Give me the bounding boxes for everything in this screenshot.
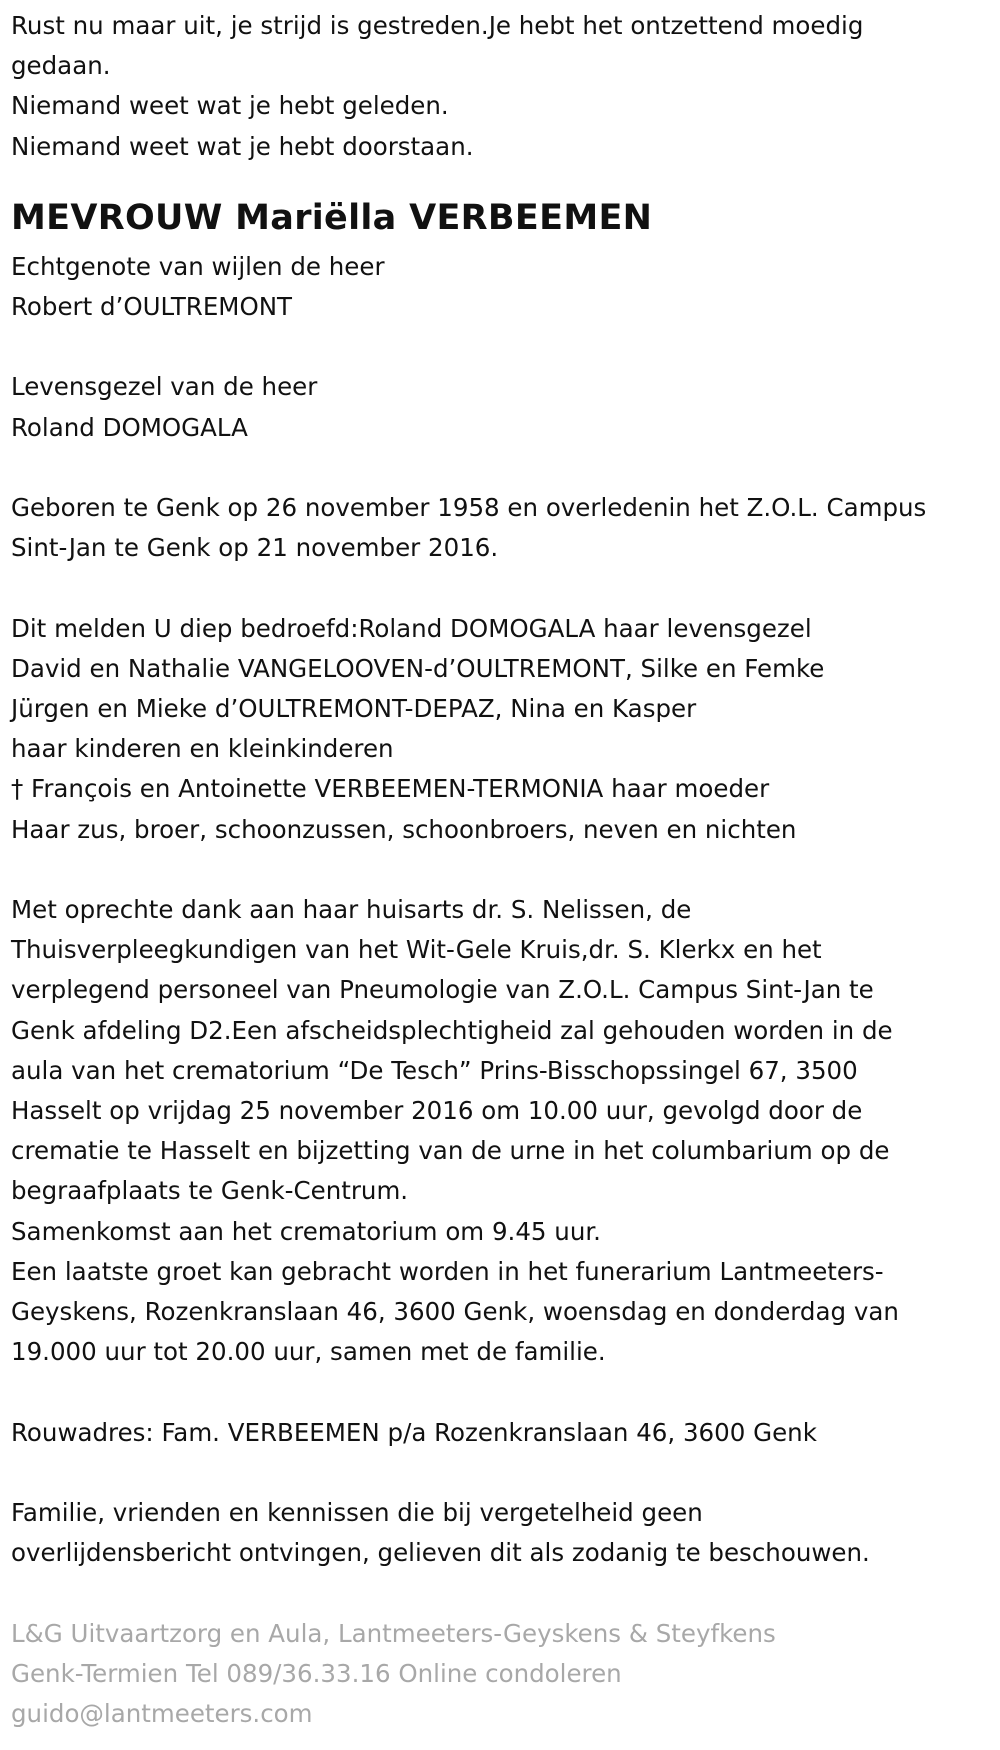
spacer — [11, 167, 989, 193]
footer-line: L&G Uitvaartzorg en Aula, Lantmeeters-Geyskens & Steyfkens — [11, 1618, 776, 1648]
birth-death-line: Sint-Jan te Genk op 21 november 2016. — [11, 533, 499, 563]
poem-line: Niemand weet wat je hebt geleden. — [11, 91, 449, 121]
thanks-line: Geyskens, Rozenkranslaan 46, 3600 Genk, woensdag en donderdag van — [11, 1297, 899, 1327]
birth-death-info — [11, 488, 989, 568]
address-line: Rouwadres: Fam. VERBEEMEN p/a Rozenkranslaan 46, 3600 Genk — [11, 1417, 817, 1447]
thanks-line: Hasselt op vrijdag 25 november 2016 om 10.00 uur, gevolgd door de — [11, 1096, 863, 1126]
notice-line: Familie, vrienden en kennissen die bij vergetelheid geen — [11, 1498, 703, 1528]
family-line: Dit melden U diep bedroefd:Roland DOMOGALA haar levensgezel — [11, 613, 812, 643]
thanks-line: crematie te Hasselt en bijzetting van de urne in het columbarium op de — [11, 1136, 890, 1166]
thanks-line: Genk afdeling D2.Een afscheidsplechtigheid zal gehouden worden in de — [11, 1015, 893, 1045]
footer-email[interactable]: guido@lantmeeters.com — [11, 1699, 313, 1729]
spouse-line: Robert d’OULTREMONT — [11, 292, 293, 322]
thanks-line: aula van het crematorium “De Tesch” Prins-Bisschopssingel 67, 3500 — [11, 1055, 858, 1085]
footer-line: Genk-Termien Tel 089/36.33.16 Online condoleren — [11, 1658, 622, 1688]
notice — [11, 1493, 989, 1573]
spouse-line: Echtgenote van wijlen de heer — [11, 251, 385, 281]
mourning-address — [11, 1413, 989, 1453]
notice-line: overlijdensbericht ontvingen, gelieven dit als zodanig te beschouwen. — [11, 1538, 870, 1568]
thanks-line: begraafplaats te Genk-Centrum. — [11, 1176, 409, 1206]
spacer — [11, 568, 989, 608]
family-line: † François en Antoinette VERBEEMEN-TERMONIA haar moeder — [11, 774, 770, 804]
spacer — [11, 448, 989, 488]
family-line: Jürgen en Mieke d’OULTREMONT-DEPAZ, Nina en Kasper — [11, 694, 697, 723]
partner-line: Levensgezel van de heer — [11, 372, 318, 402]
family-line: Haar zus, broer, schoonzussen, schoonbroers, neven en nichten — [11, 814, 797, 844]
family-line: haar kinderen en kleinkinderen — [11, 734, 394, 764]
thanks-and-ceremony — [11, 890, 989, 1372]
poem-line: gedaan. — [11, 51, 111, 81]
partner-info — [11, 367, 989, 447]
birth-death-line: Geboren te Genk op 26 november 1958 en overledenin het Z.O.L. Campus — [11, 493, 927, 522]
spacer — [11, 1573, 989, 1613]
thanks-line: Met oprechte dank aan haar huisarts dr. S. Nelissen, de — [11, 895, 692, 924]
thanks-line: Samenkomst aan het crematorium om 9.45 uur. — [11, 1216, 601, 1246]
thanks-line: Een laatste groet kan gebracht worden in het funerarium Lantmeeters- — [11, 1256, 884, 1286]
partner-line: Roland DOMOGALA — [11, 412, 248, 442]
poem — [11, 6, 989, 167]
spouse-info — [11, 247, 989, 327]
family-line: David en Nathalie VANGELOOVEN-d’OULTREMONT, Silke en Femke — [11, 653, 825, 683]
poem-line: Rust nu maar uit, je strijd is gestreden.Je hebt het ontzettend moedig — [11, 11, 864, 40]
spacer — [11, 327, 989, 367]
poem-line: Niemand weet wat je hebt doorstaan. — [11, 131, 474, 161]
thanks-line: Thuisverpleegkundigen van het Wit-Gele Kruis,dr. S. Klerkx en het — [11, 935, 822, 965]
thanks-line: 19.000 uur tot 20.00 uur, samen met de familie. — [11, 1337, 606, 1367]
funeral-home-footer — [11, 1614, 989, 1735]
spacer — [11, 1372, 989, 1412]
thanks-line: verplegend personeel van Pneumologie van Z.O.L. Campus Sint-Jan te — [11, 975, 874, 1005]
spacer — [11, 850, 989, 890]
spacer — [11, 1453, 989, 1493]
family-announcement — [11, 609, 989, 850]
deceased-name: MEVROUW Mariëlla VERBEEMEN — [11, 197, 653, 238]
